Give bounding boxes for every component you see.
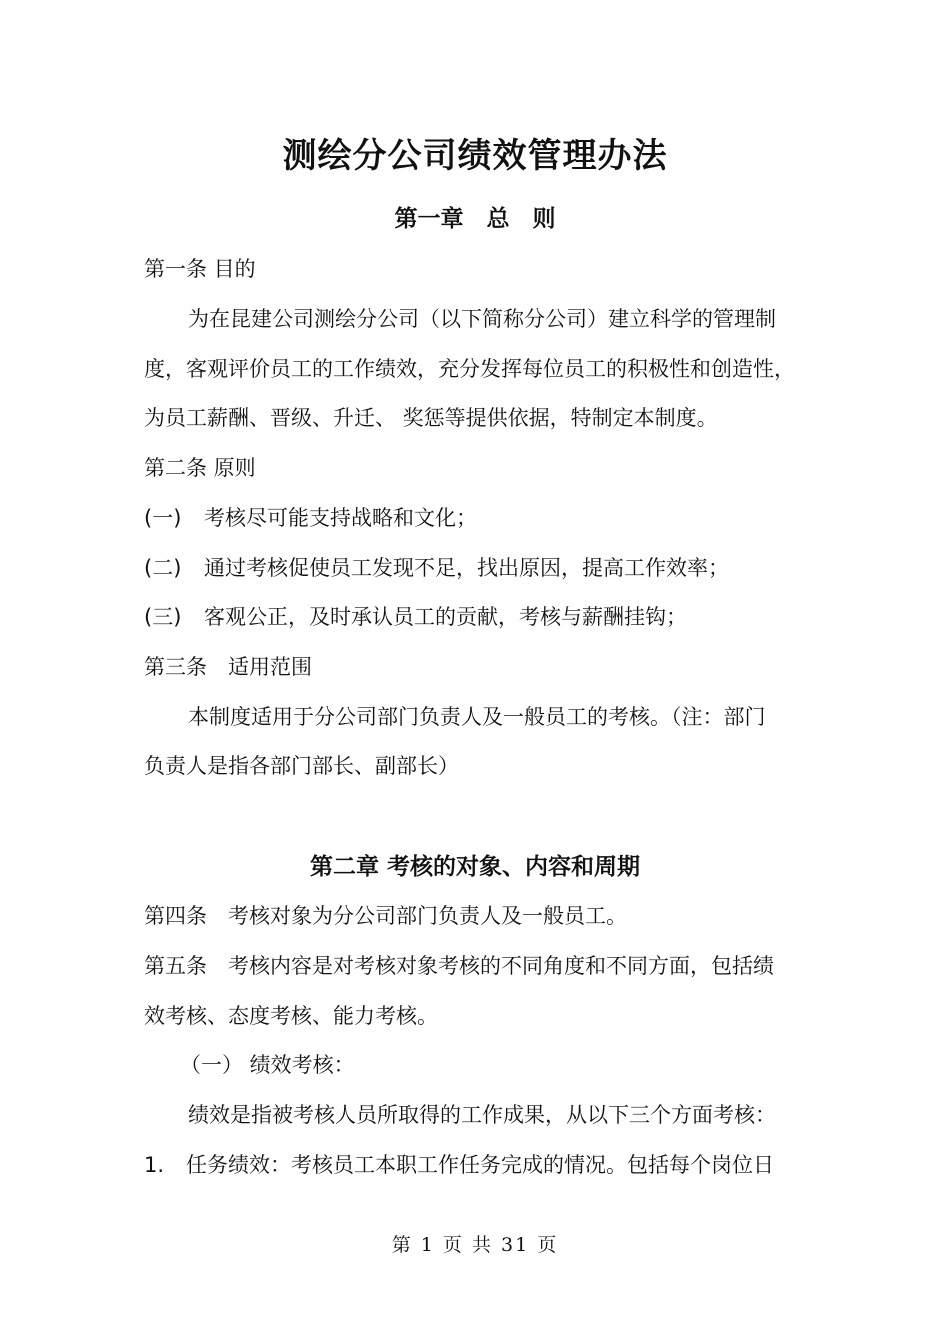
- principle-number: (一): [144, 506, 182, 530]
- article-1-text-line: 为员工薪酬、晋级、升迁、 奖惩等提供依据，特制定本制度。: [144, 406, 718, 430]
- item-text: 任务绩效：考核员工本职工作任务完成的情况。包括每个岗位日: [186, 1153, 774, 1177]
- principle-number: (三): [144, 605, 182, 629]
- numbered-item: [144, 1151, 824, 1179]
- principle-item: [144, 603, 824, 631]
- article-2-heading: 第二条 原则: [144, 456, 256, 480]
- principle-item: [144, 504, 824, 532]
- article-5-text-line: 第五条 考核内容是对考核对象考核的不同角度和不同方面，包括绩: [144, 954, 774, 978]
- principle-item: [144, 554, 824, 582]
- item-number: 1.: [144, 1153, 165, 1177]
- article-5-text-line: 效考核、态度考核、能力考核。: [144, 1004, 438, 1028]
- article-1-text-line: 为在昆建公司测绘分公司（以下简称分公司）建立科学的管理制: [188, 307, 776, 331]
- article-1-heading: 第一条 目的: [144, 257, 256, 281]
- subsection-heading: （一） 绩效考核：: [180, 1053, 355, 1077]
- article-1-text-line: 度，客观评价员工的工作绩效，充分发挥每位员工的积极性和创造性，: [144, 357, 795, 381]
- principle-text: 考核尽可能支持战略和文化；: [204, 506, 477, 530]
- article-3-text-line: 负责人是指各部门部长、副部长）: [144, 754, 459, 778]
- principle-text: 客观公正，及时承认员工的贡献，考核与薪酬挂钩；: [204, 605, 687, 629]
- chapter-2-heading: 第二章 考核的对象、内容和周期: [309, 854, 640, 880]
- principle-text: 通过考核促使员工发现不足，找出原因，提高工作效率；: [204, 556, 729, 580]
- page-footer: 第 1 页 共 31 页: [391, 1234, 559, 1256]
- article-3-text-line: 本制度适用于分公司部门负责人及一般员工的考核。（注：部门: [188, 705, 766, 729]
- subsection-text: 绩效是指被考核人员所取得的工作成果，从以下三个方面考核：: [188, 1103, 776, 1127]
- article-3-heading: 第三条 适用范围: [144, 655, 312, 679]
- document-title: 测绘分公司绩效管理办法: [282, 136, 668, 176]
- chapter-1-heading: 第一章 总 则: [394, 206, 556, 232]
- article-4-text: 第四条 考核对象为分公司部门负责人及一般员工。: [144, 904, 627, 928]
- principle-number: (二): [144, 556, 182, 580]
